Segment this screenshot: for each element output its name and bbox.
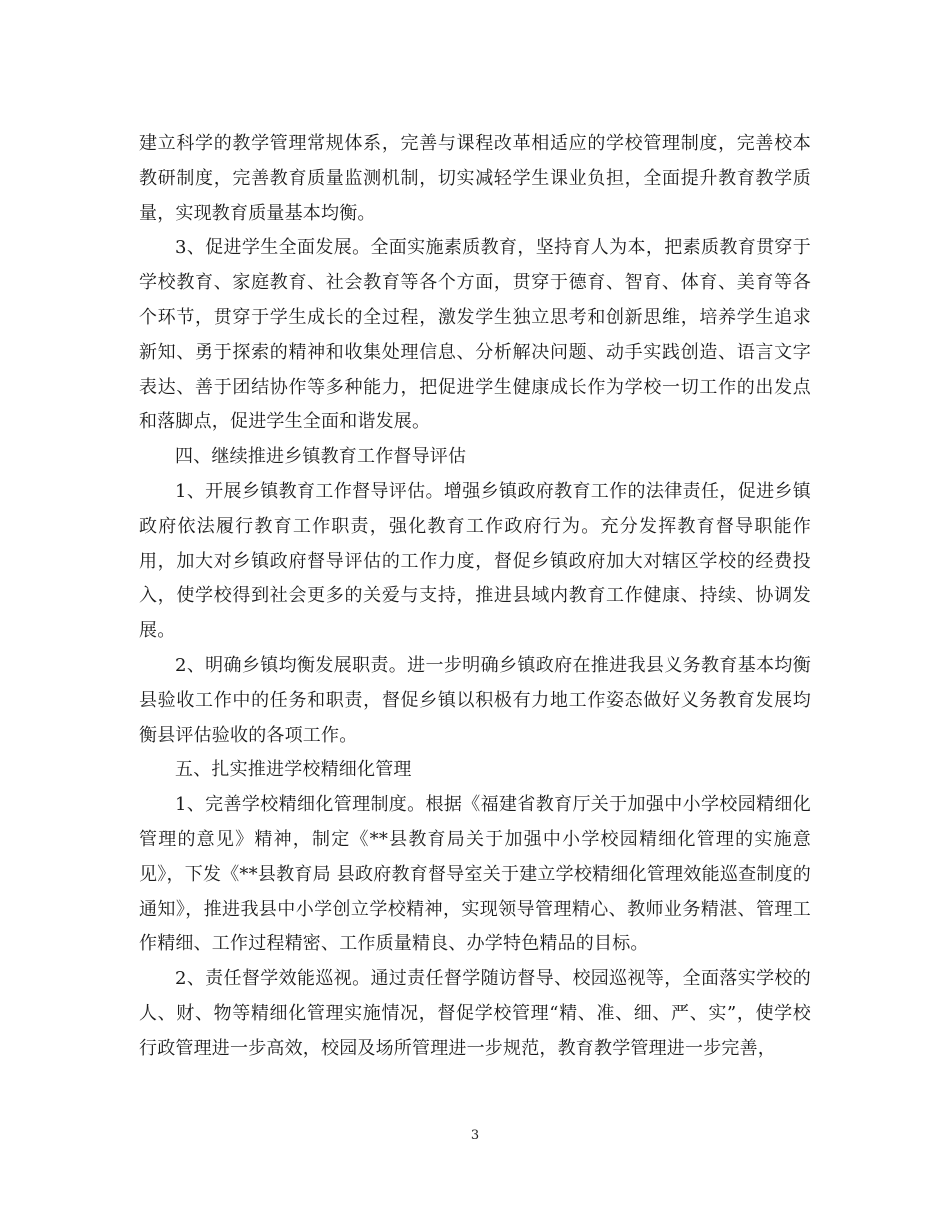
document-body <box>139 127 811 1067</box>
paragraph-item-3-student-development: 3、促进学生全面发展。全面实施素质教育，坚持育人为本，把素质教育贯穿于学校教育、家庭教育、社会教育等各个方面，贯穿于德育、智育、体育、美育等各个环节，贯穿于学生成长的全过程，激发学生独立思考和创新思维，培养学生追求新知、勇于探索的精神和收集处理信息、分析解决问题、动手实践创造、语言文字表达、善于团结协作等多种能力，把促进学生健康成长作为学校一切工作的出发点和落脚点，促进学生全面和谐发展。 <box>139 237 811 433</box>
paragraph-continuation: 建立科学的教学管理常规体系，完善与课程改革相适应的学校管理制度，完善校本教研制度，完善教育质量监测机制，切实减轻学生课业负担，全面提升教育教学质量，实现教育质量基本均衡。 <box>139 133 811 224</box>
paragraph-item-5-1: 1、完善学校精细化管理制度。根据《福建省教育厅关于加强中小学校园精细化管理的意见》精神，制定《**县教育局关于加强中小学校园精细化管理的实施意见》，下发《**县教育局 县政府教育督导室关于建立学校精细化管理效能巡查制度的通知》，推进我县中小学创立学校精神，实现领导管理精心、教师业务精湛、管理工作精细、工作过程精密、工作质量精良、办学特色精品的目标。 <box>139 794 811 955</box>
paragraph-item-4-2: 2、明确乡镇均衡发展职责。进一步明确乡镇政府在推进我县义务教育基本均衡县验收工作中的任务和职责，督促乡镇以积极有力地工作姿态做好义务教育发展均衡县评估验收的各项工作。 <box>139 654 811 746</box>
paragraph-item-5-2: 2、责任督学效能巡视。通过责任督学随访督导、校园巡视等，全面落实学校的人、财、物等精细化管理实施情况，督促学校管理“精、准、细、严、实”，使学校行政管理进一步高效，校园及场所管理进一步规范，教育教学管理进一步完善， <box>139 968 811 1059</box>
page-number: 3 <box>470 1128 480 1143</box>
paragraph-item-4-1: 1、开展乡镇教育工作督导评估。增强乡镇政府教育工作的法律责任，促进乡镇政府依法履行教育工作职责，强化教育工作政府行为。充分发挥教育督导职能作用，加大对乡镇政府督导评估的工作力度，督促乡镇政府加大对辖区学校的经费投入，使学校得到社会更多的关爱与支持，推进县域内教育工作健康、持续、协调发展。 <box>139 480 811 642</box>
section-heading-5: 五、扎实推进学校精细化管理 <box>175 759 412 781</box>
section-heading-4: 四、继续推进乡镇教育工作督导评估 <box>175 446 467 468</box>
